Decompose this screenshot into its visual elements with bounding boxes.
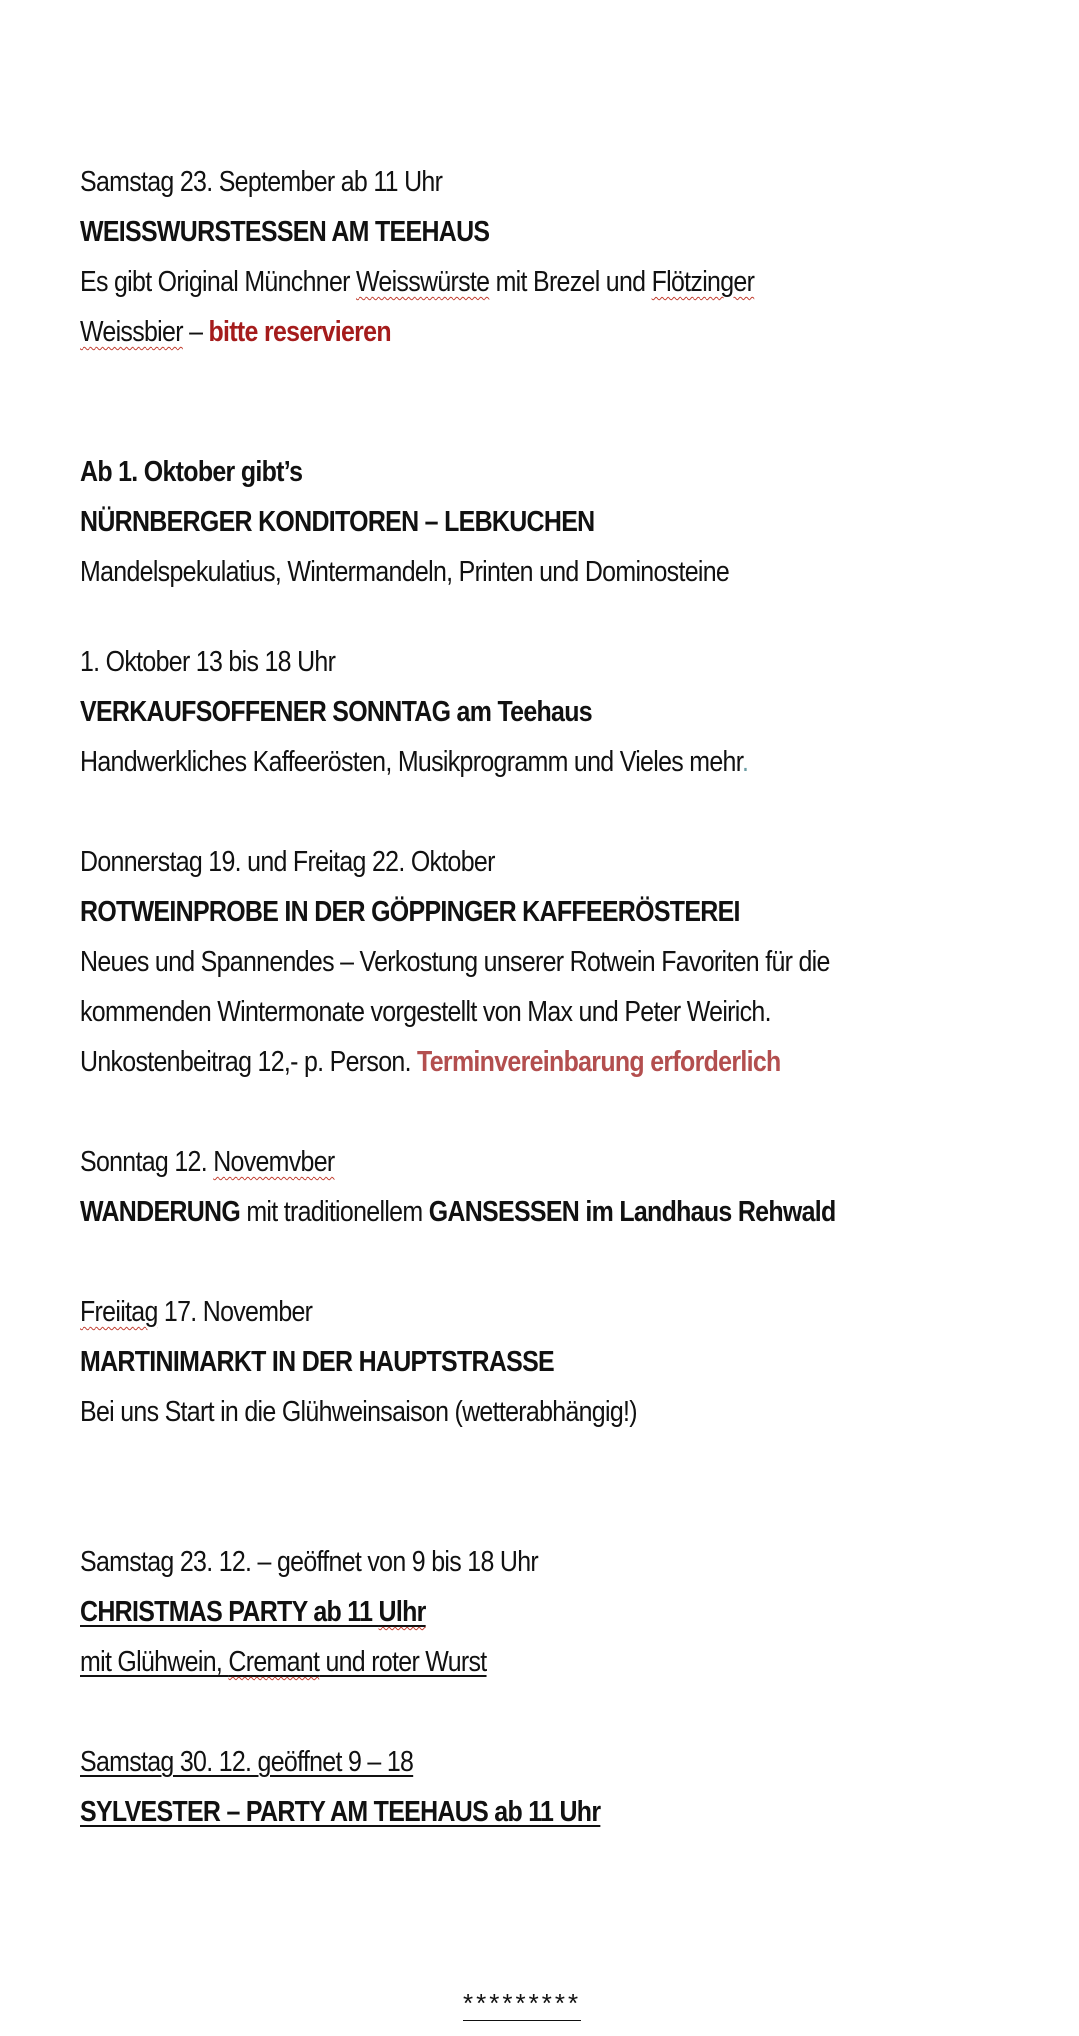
event-date: 1. Oktober 13 bis 18 Uhr: [80, 646, 336, 678]
event-date: Freiitag 17. November: [80, 1296, 313, 1328]
event-title: CHRISTMAS PARTY ab 11 Ulhr: [80, 1596, 426, 1628]
event-title: MARTINIMARKT IN DER HAUPTSTRASSE: [80, 1346, 555, 1378]
event-date: Samstag 23. September ab 11 Uhr: [80, 166, 443, 198]
event-description: Weissbier – bitte reservieren: [80, 316, 391, 348]
event-description: kommenden Wintermonate vorgestellt von Max und Peter Weirich.: [80, 996, 771, 1028]
event-date: Sonntag 12. Novemvber: [80, 1146, 335, 1178]
event-description: Mandelspekulatius, Wintermandeln, Printen und Dominosteine: [80, 556, 730, 588]
event-title: NÜRNBERGER KONDITOREN – LEBKUCHEN: [80, 506, 595, 538]
event-date: Samstag 30. 12. geöffnet 9 – 18: [80, 1746, 414, 1778]
event-description: Handwerkliches Kaffeerösten, Musikprogramm und Vieles mehr.: [80, 746, 749, 778]
event-title: WEISSWURSTESSEN AM TEEHAUS: [80, 216, 490, 248]
event-date: Donnerstag 19. und Freitag 22. Oktober: [80, 846, 495, 878]
event-title: ROTWEINPROBE IN DER GÖPPINGER KAFFEERÖSTEREI: [80, 896, 740, 928]
footer-separator: *********: [463, 1988, 581, 2021]
event-description: Neues und Spannendes – Verkostung unserer Rotwein Favoriten für die: [80, 946, 830, 978]
event-date: Samstag 23. 12. – geöffnet von 9 bis 18 Uhr: [80, 1546, 538, 1578]
reservation-notice: bitte reservieren: [208, 316, 391, 348]
event-title: SYLVESTER – PARTY AM TEEHAUS ab 11 Uhr: [80, 1796, 601, 1828]
event-title: WANDERUNG mit traditionellem GANSESSEN im Landhaus Rehwald: [80, 1196, 836, 1228]
event-description: Bei uns Start in die Glühweinsaison (wetterabhängig!): [80, 1396, 637, 1428]
event-description: Es gibt Original Münchner Weisswürste mit Brezel und Flötzinger: [80, 266, 755, 298]
appointment-notice: Terminvereinbarung erforderlich: [417, 1046, 781, 1078]
event-description: Unkostenbeitrag 12,- p. Person. Terminvereinbarung erforderlich: [80, 1046, 781, 1078]
event-date: Ab 1. Oktober gibt’s: [80, 456, 303, 488]
event-description: mit Glühwein, Cremant und roter Wurst: [80, 1646, 487, 1678]
event-title: VERKAUFSOFFENER SONNTAG am Teehaus: [80, 696, 592, 728]
